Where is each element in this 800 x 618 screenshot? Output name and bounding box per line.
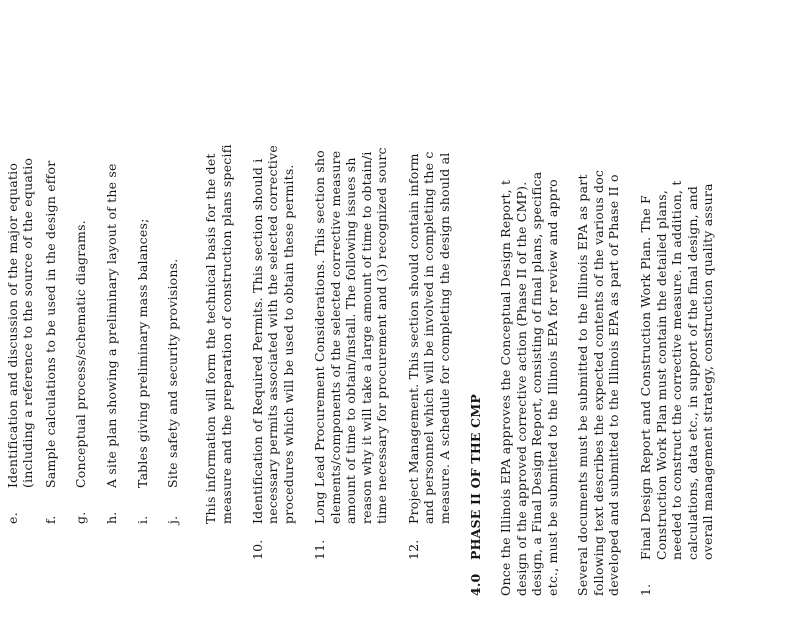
section-12-line-1: Project Management. This section should contain inform [406,153,421,524]
item-1-line-1: Final Design Report and Construction Work Plan. The F [638,195,653,560]
item-i-text: Tables giving preliminary mass balances; [135,218,150,488]
phase-para-1-line-2: design of the approved corrective action (Phase II of the CMP). [514,181,529,596]
item-1-line-5: overall management strategy, construction quality assura [700,183,715,560]
phase-para-1-line-1: Once the Illinois EPA approves the Conceptual Design Report, t [498,179,513,596]
phase-para-1-line-4: etc., must be submitted to the Illinois EPA for review and appro [545,179,560,596]
info-para-line-1: This information will form the technical basis for the det [203,153,218,524]
section-10-number: 10. [250,539,265,560]
section-11-line-4: reason why it will take a large amount of time to obtain/i [359,151,374,524]
info-para-line-2: measure and the preparation of construction plans specifi [219,144,234,524]
item-1-line-3: needed to construct the corrective measure. In addition, t [669,180,684,560]
section-11-line-1: Long Lead Procurement Considerations. This section sho [312,150,327,524]
item-1-line-2: Construction Work Plan must contain the detailed plans, [654,189,669,560]
item-e-line-1: Identification and discussion of the major equatio [5,162,20,488]
section-4-heading: PHASE II OF THE CMP [468,394,483,560]
section-12-number: 12. [406,539,421,560]
item-f-letter: f. [43,515,58,524]
item-h-text: A site plan showing a preliminary layout of the se [104,163,119,488]
item-f-text: Sample calculations to be used in the design effor [43,160,58,488]
phase-para-1-line-3: design, a Final Design Report, consisting of final plans, specifica [529,171,544,596]
section-10-line-1: Identification of Required Permits. This section should i [250,158,265,524]
item-i-letter: i. [135,515,150,524]
section-10-line-2: necessary permits associated with the selected corrective [265,145,280,524]
item-j-text: Site safety and security provisions. [165,258,180,488]
item-g-text: Conceptual process/schematic diagrams. [73,220,88,488]
section-10-line-3: procedures which will be used to obtain these permits. [281,164,296,524]
section-11-line-5: time necessary for procurement and (3) recognized sourc [374,147,389,524]
item-j-letter: j. [165,515,180,524]
item-g-letter: g. [73,511,88,524]
section-11-line-3: amount of time to obtain/install. The following issues sh [343,157,358,524]
section-12-line-2: and personnel which will be involved in completing the c [421,151,436,524]
section-11-number: 11. [312,539,327,560]
item-1-line-4: calculations, data etc., in support of the final design, and [685,185,700,560]
section-12-line-3: measure. A schedule for completing the design should al [437,152,452,524]
item-e-letter: e. [5,512,20,524]
section-11-line-2: elements/components of the selected corrective measure [328,150,343,524]
phase-para-2-line-2: following text describes the expected contents of the various doc [591,169,606,596]
phase-para-2-line-1: Several documents must be submitted to the Illinois EPA as part [575,174,590,596]
item-h-letter: h. [104,511,119,524]
item-1-number: 1. [638,583,653,596]
phase-para-2-line-3: developed and submitted to the Illinois EPA as part of Phase II o [606,174,621,596]
item-e-line-2: (including a reference to the source of the equatio [20,157,35,488]
section-4-number: 4.0 [468,573,483,596]
